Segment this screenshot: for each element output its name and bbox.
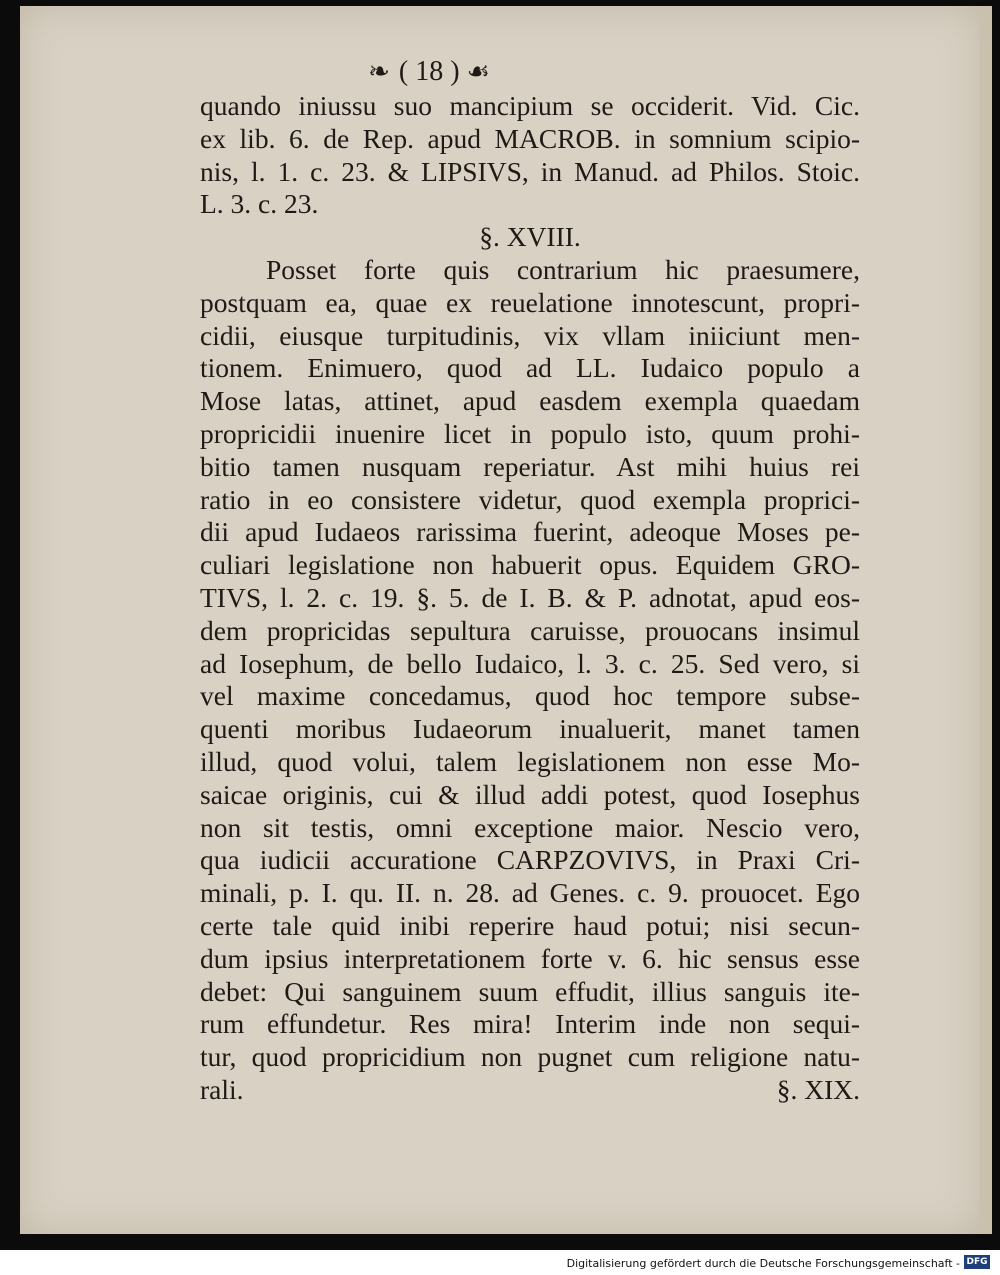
text-line: ad Iosephum, de bello Iudaico, l. 3. c. 25. Sed vero, si [200, 647, 860, 679]
text-line: tionem. Enimuero, quod ad LL. Iudaico populo a [200, 352, 860, 384]
page-header [0, 56, 860, 88]
text-line: vel maxime concedamus, quod hoc tempore subse- [200, 680, 860, 712]
text-line: L. 3. c. 23. [200, 188, 319, 220]
text-line: ratio in eo consistere videtur, quod exempla proprici- [200, 483, 860, 515]
text-line: propricidii inuenire licet in populo isto, quum prohi- [200, 417, 860, 449]
page-edge [980, 6, 992, 1234]
text-line: dem propricidas sepultura caruisse, prouocans insimul [200, 614, 860, 646]
text-line: Posset forte quis contrarium hic praesumere, [266, 253, 860, 285]
text-line: ex lib. 6. de Rep. apud MACROB. in somnium scipio- [200, 122, 860, 154]
body-text [200, 90, 860, 1107]
text-line: rali. [200, 1073, 244, 1105]
ornament-right-icon: ☙ [466, 57, 492, 86]
catchword: §. XIX. [776, 1073, 860, 1105]
text-line: qua iudicii accuratione CARPZOVIVS, in Praxi Cri- [200, 844, 860, 876]
text-line: TIVS, l. 2. c. 19. §. 5. de I. B. & P. adnotat, apud eos- [200, 581, 860, 613]
page-number: ( 18 ) [398, 56, 460, 87]
text-line: postquam ea, quae ex reuelatione innotescunt, propri- [200, 286, 860, 318]
text-line: culiari legislatione non habuerit opus. Equidem GRO- [200, 549, 860, 581]
text-line: dum ipsius interpretationem forte v. 6. hic sensus esse [200, 942, 860, 974]
text-line: saicae originis, cui & illud addi potest, quod Iosephus [200, 778, 860, 810]
text-line: quenti moribus Iudaeorum inualuerit, manet tamen [200, 713, 860, 745]
text-line: dii apud Iudaeos rarissima fuerint, adeoque Moses pe- [200, 516, 860, 548]
text-line: bitio tamen nusquam reperiatur. Ast mihi huius rei [200, 450, 860, 482]
text-line: tur, quod propricidium non pugnet cum religione natu- [200, 1041, 860, 1073]
text-line: Mose latas, attinet, apud easdem exempla quaedam [200, 385, 860, 417]
text-line: illud, quod volui, talem legislationem non esse Mo- [200, 745, 860, 777]
dfg-logo-icon: DFG [964, 1255, 990, 1269]
text-line: non sit testis, omni exceptione maior. Nescio vero, [200, 811, 860, 843]
text-line: debet: Qui sanguinem suum effudit, illius sanguis ite- [200, 975, 860, 1007]
text-line: minali, p. I. qu. II. n. 28. ad Genes. c. 9. prouocet. Ego [200, 877, 860, 909]
footer-bar [0, 1250, 1000, 1275]
footer-credit: Digitalisierung gefördert durch die Deutsche Forschungsgemeinschaft - [566, 1257, 960, 1270]
text-line: cidii, eiusque turpitudinis, vix vllam iniiciunt men- [200, 319, 860, 351]
text-line: quando iniussu suo mancipium se occiderit. Vid. Cic. [200, 90, 860, 121]
text-line: nis, l. 1. c. 23. & LIPSIVS, in Manud. ad Philos. Stoic. [200, 155, 860, 187]
text-line: rum effundetur. Res mira! Interim inde non sequi- [200, 1008, 860, 1040]
ornament-left-icon: ❧ [368, 57, 392, 86]
text-line: certe tale quid inibi reperire haud potui; nisi secun- [200, 909, 860, 941]
section-heading: §. XVIII. [479, 221, 581, 253]
